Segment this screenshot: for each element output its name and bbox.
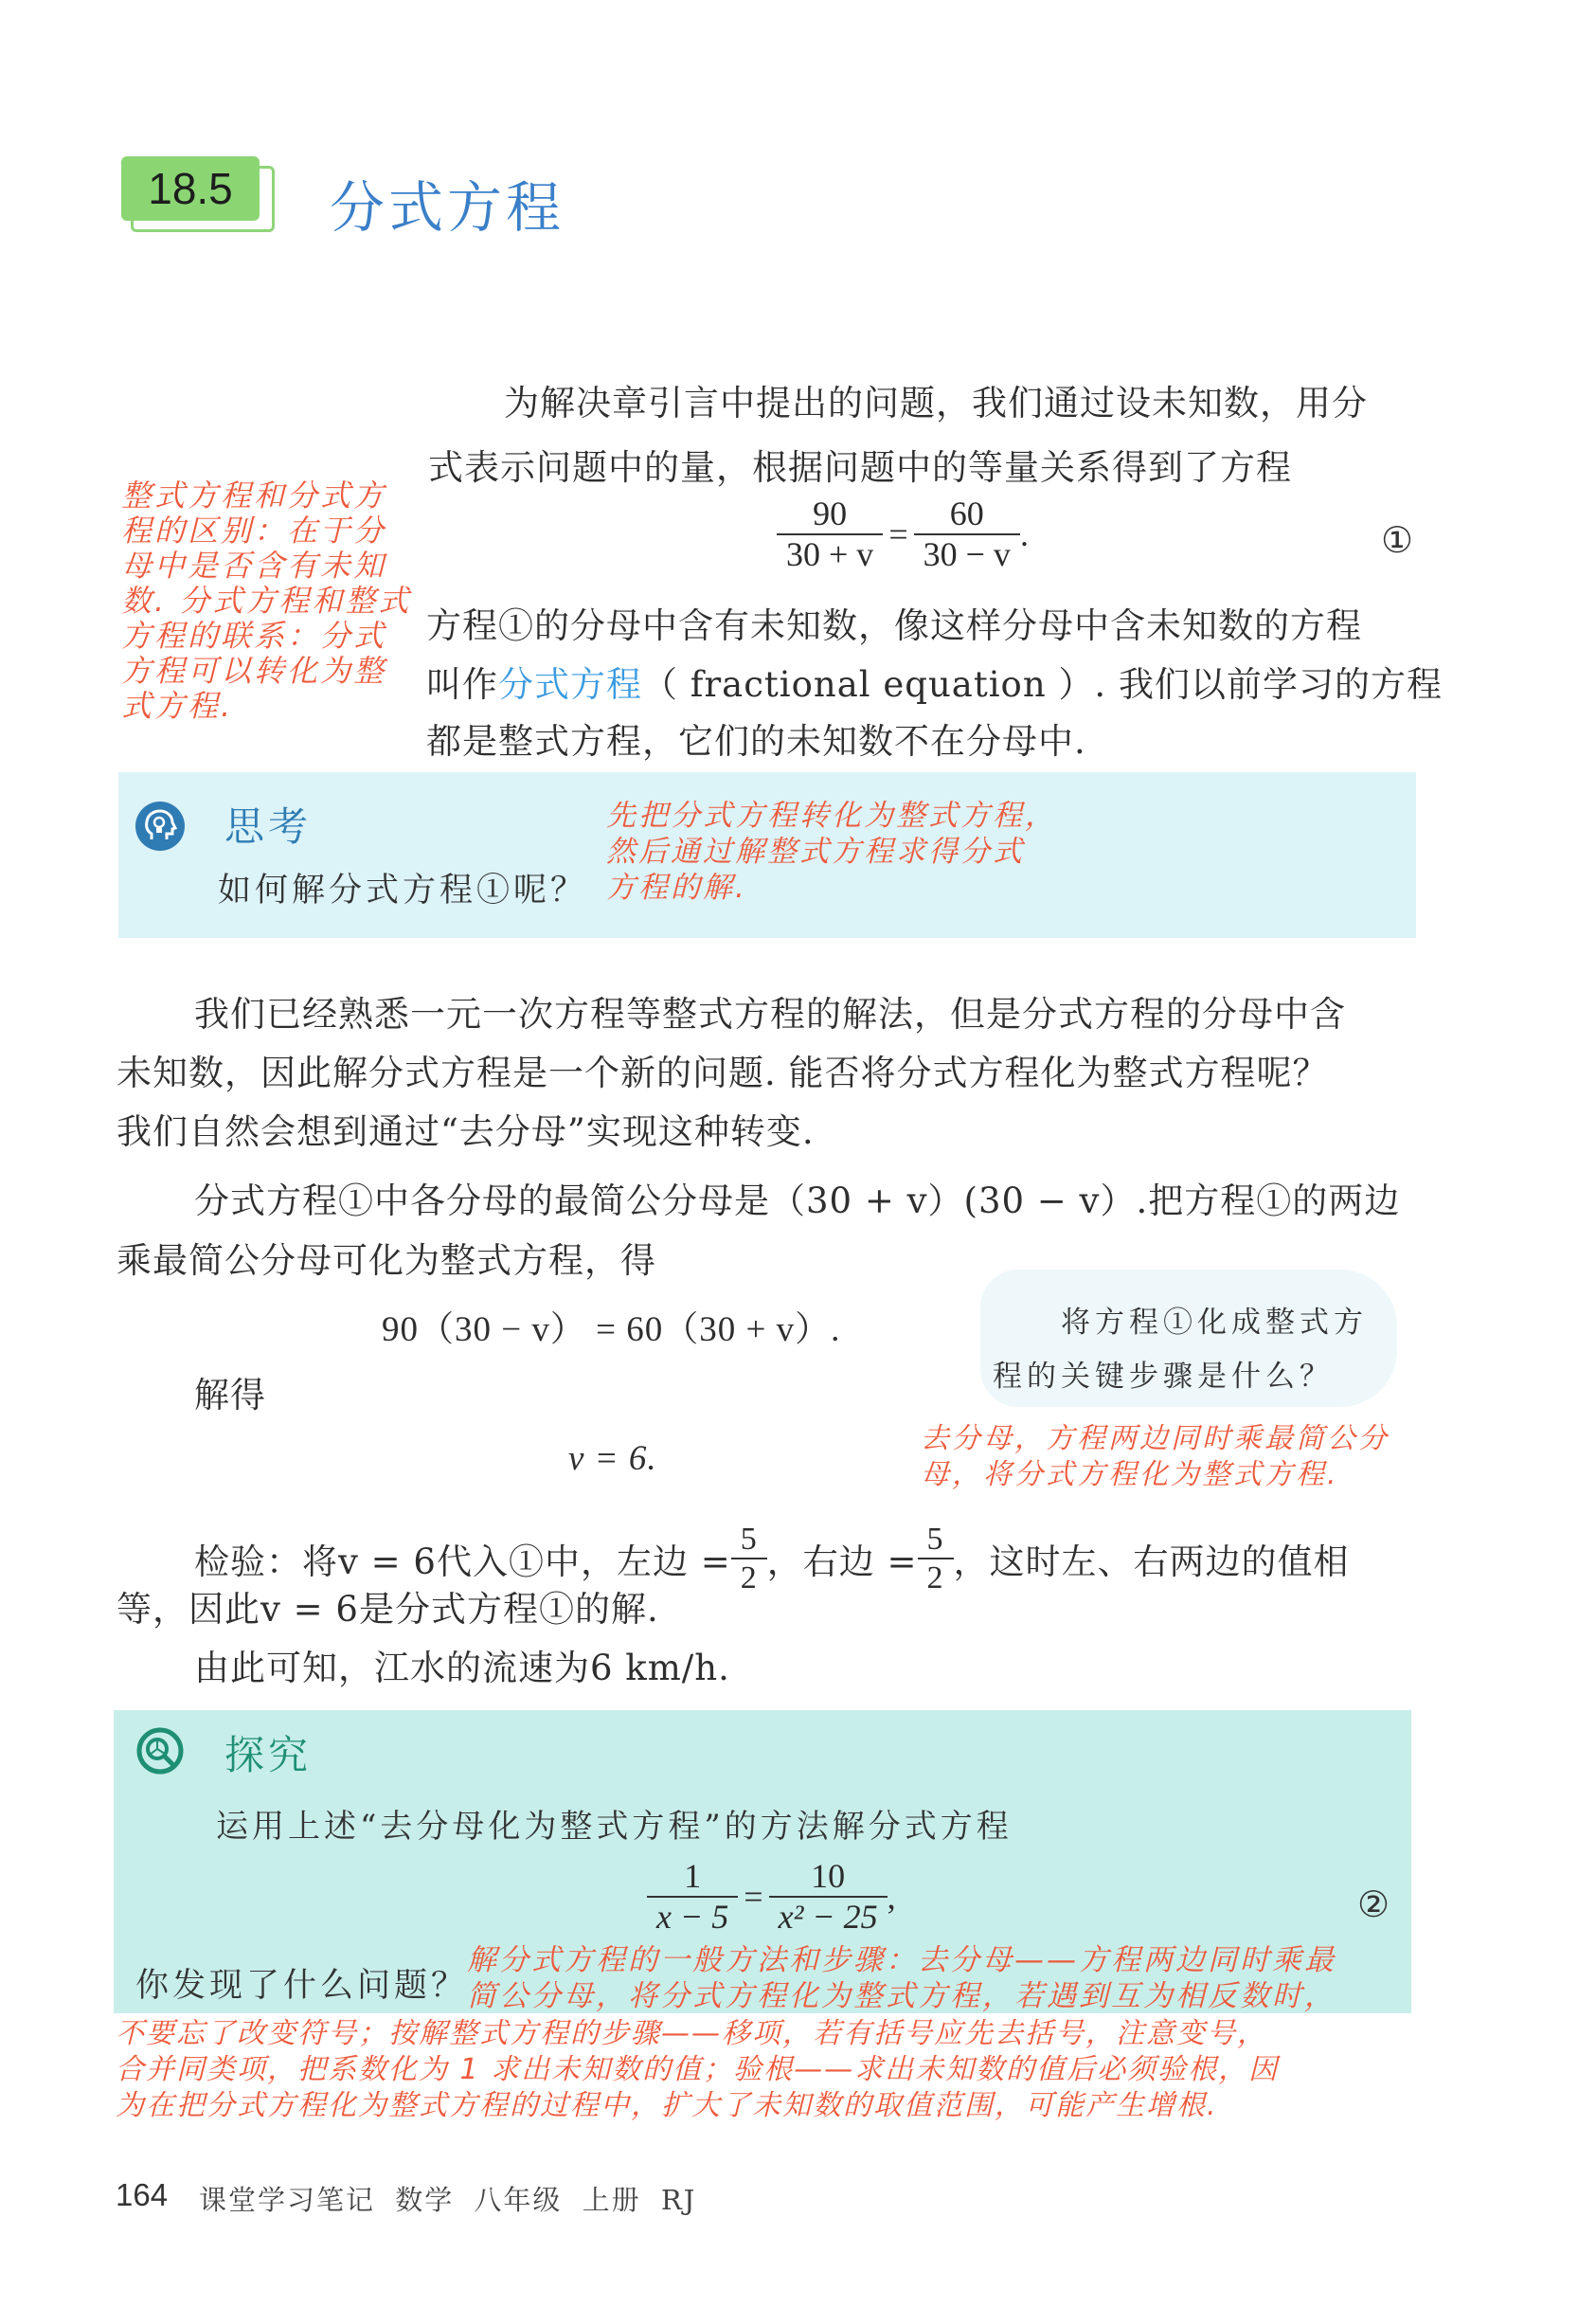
paragraph-1-line-3: 我们自然会想到通过“去分母”实现这种转变.	[117, 1111, 815, 1152]
fraction-right	[769, 1857, 888, 1938]
comma: ,	[887, 1878, 896, 1917]
annotation-line: 去分母，方程两边同时乘最简公分	[921, 1422, 1390, 1455]
paragraph-1-line-2: 未知数，因此解分式方程是一个新的问题. 能否将分式方程化为整式方程呢？	[117, 1053, 1329, 1093]
think-question: 如何解分式方程①呢？	[218, 872, 588, 910]
margin-note-line: 式方程.	[121, 688, 234, 724]
check-prefix: 检验：将v = 6代入①中，左边 =	[194, 1541, 731, 1583]
equals-sign: =	[744, 1878, 763, 1917]
margin-note-line: 整式方程和分式方	[121, 478, 387, 514]
callout-line-2: 程的关键步骤是什么？	[993, 1360, 1334, 1394]
equation-label-2: ②	[1357, 1883, 1390, 1925]
term-fractional-equation: 分式方程	[498, 664, 642, 705]
equation-1	[777, 495, 1029, 575]
definition-line-3: 都是整式方程，它们的未知数不在分母中.	[426, 721, 1086, 762]
numerator: 5	[926, 1522, 944, 1557]
annotation-line: 简公分母，将分式方程化为整式方程，若遇到互为相反数时，	[467, 1979, 1336, 2013]
numerator: 10	[811, 1857, 846, 1895]
annotation-line: 然后通过解整式方程求得分式	[606, 835, 1025, 869]
annotation-line: 解分式方程的一般方法和步骤：去分母——方程两边同时乘最	[467, 1943, 1336, 1977]
section-title: 分式方程	[330, 175, 565, 240]
conclusion: 由此可知，江水的流速为6 km/h.	[194, 1648, 730, 1688]
fraction-right	[914, 495, 1020, 575]
check-right-fraction	[918, 1521, 954, 1596]
denominator: x − 5	[647, 1896, 738, 1937]
denominator: 2	[731, 1558, 767, 1596]
numerator: 60	[949, 495, 984, 532]
check-line-2: 等，因此v = 6是分式方程①的解.	[117, 1589, 659, 1630]
explore-question: 你发现了什么问题？	[135, 1967, 469, 2005]
numerator: 1	[684, 1857, 702, 1895]
intro-line-1: 为解决章引言中提出的问题，我们通过设未知数，用分	[504, 383, 1368, 424]
definition-line-2	[426, 656, 1443, 707]
solution: v = 6.	[568, 1439, 657, 1478]
margin-note-line: 程的区别：在于分	[121, 513, 387, 549]
margin-note-line: 方程的联系：分式	[121, 618, 387, 654]
equation-label-1: ①	[1381, 519, 1414, 561]
integral-equation: 90（30 − v） = 60（30 + v）.	[382, 1310, 841, 1349]
equation-2	[647, 1857, 896, 1938]
fraction-left	[777, 495, 883, 575]
book-info: 课堂学习笔记 数学 八年级 上册 RJ	[199, 2184, 697, 2216]
denominator: x² − 25	[769, 1896, 888, 1937]
margin-note-left	[121, 478, 411, 724]
definition-prefix: 叫作	[426, 664, 498, 705]
denominator: 30 + v	[777, 533, 883, 574]
think-annotation	[606, 798, 1057, 906]
numerator: 5	[740, 1522, 758, 1557]
think-title: 思考	[224, 803, 313, 850]
fraction-left	[647, 1857, 738, 1938]
explore-title: 探究	[224, 1732, 313, 1778]
annotation-line: 母，将分式方程化为整式方程.	[921, 1458, 1339, 1491]
section-badge	[121, 156, 273, 230]
paragraph-1-line-1: 我们已经熟悉一元一次方程等整式方程的解法，但是分式方程的分母中含	[194, 994, 1346, 1035]
think-head-bulb-icon	[135, 802, 185, 851]
section-number: 18.5	[121, 156, 260, 221]
margin-note-line: 方程可以转化为整	[121, 653, 387, 689]
numerator: 90	[813, 495, 848, 532]
annotation-line: 合并同类项，把系数化为 1 求出未知数的值；验根——求出未知数的值后必须验根，因	[116, 2053, 1280, 2086]
equals-sign: =	[888, 515, 908, 554]
page-number: 164	[116, 2177, 169, 2212]
intro-line-2: 式表示问题中的量，根据问题中的等量关系得到了方程	[428, 447, 1292, 488]
check-mid: ，右边 =	[766, 1541, 918, 1583]
annotation-line: 为在把分式方程化为整式方程的过程中，扩大了未知数的取值范围，可能产生增根.	[116, 2089, 1218, 2122]
margin-note-line: 母中是否含有未知	[121, 548, 387, 584]
check-left-fraction	[731, 1521, 767, 1596]
period: .	[1019, 515, 1029, 554]
explore-magnifier-icon	[135, 1726, 185, 1775]
paragraph-2-line-1: 分式方程①中各分母的最简公分母是（30 + v）(30 − v）.把方程①的两边	[194, 1181, 1401, 1221]
explore-annotation-bottom	[116, 2016, 1279, 2124]
annotation-line: 先把分式方程转化为整式方程，	[606, 799, 1057, 833]
definition-line-1: 方程①的分母中含有未知数，像这样分母中含未知数的方程	[426, 605, 1362, 646]
paragraph-2-line-2: 乘最简公分母可化为整式方程，得	[117, 1240, 656, 1281]
check-suffix: ，这时左、右两边的值相	[953, 1541, 1350, 1583]
denominator: 30 − v	[914, 533, 1020, 574]
definition-suffix: （ fractional equation ）. 我们以前学习的方程	[642, 664, 1443, 705]
explore-annotation-top	[467, 1942, 1336, 2014]
denominator: 2	[918, 1558, 954, 1596]
annotation-line: 不要忘了改变符号；按解整式方程的步骤——移项，若有括号应先去括号，注意变号，	[116, 2017, 1267, 2050]
margin-note-line: 数. 分式方程和整式	[121, 583, 412, 619]
callout-annotation	[921, 1421, 1390, 1493]
callout-line-1: 将方程①化成整式方	[1061, 1306, 1368, 1340]
explore-instruction: 运用上述“去分母化为整式方程”的方法解分式方程	[216, 1808, 1013, 1846]
annotation-line: 方程的解.	[606, 871, 747, 905]
solve-label: 解得	[194, 1375, 266, 1415]
